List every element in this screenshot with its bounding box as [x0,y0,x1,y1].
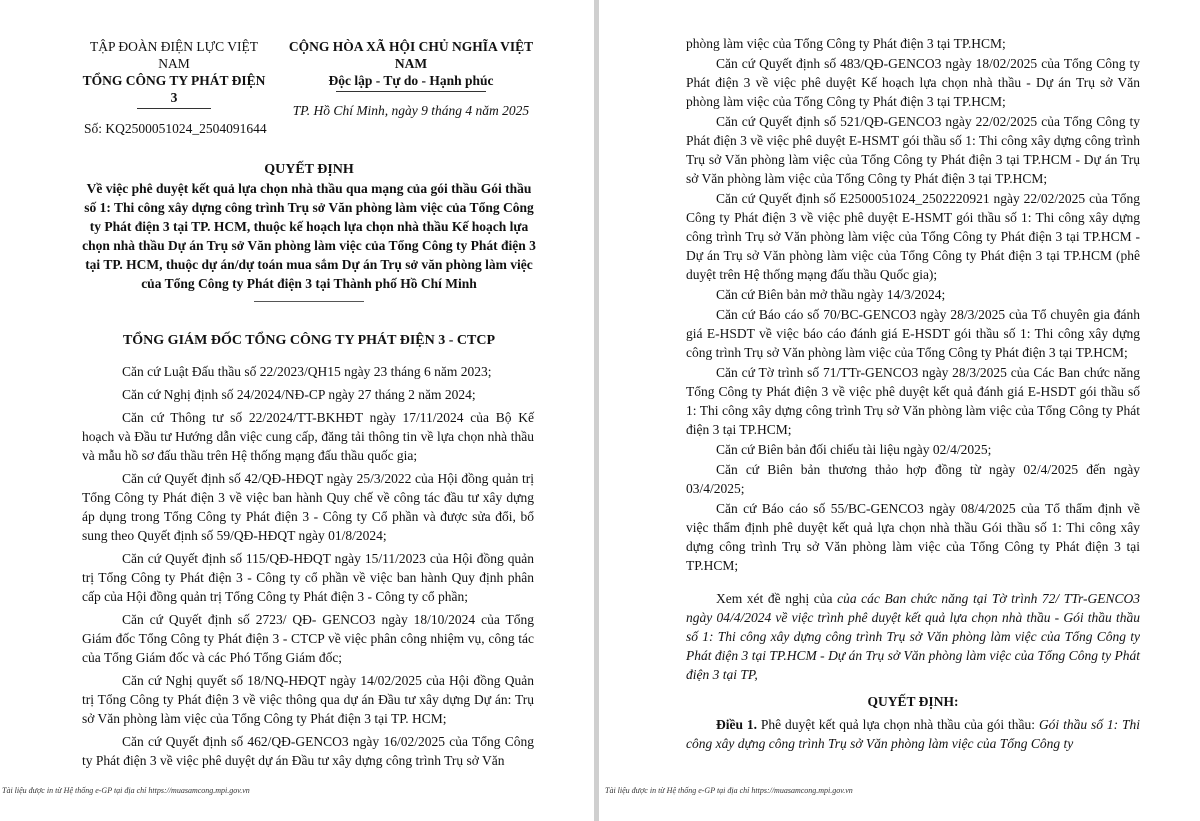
consideration-paragraph [686,589,1140,684]
decides-heading: QUYẾT ĐỊNH: [867,694,959,709]
document-page-right [599,0,1200,821]
page-footer: Tài liệu được in từ Hệ thống e-GP tại địa chỉ https://muasamcong.mpi.gov.vn [605,786,853,795]
legal-basis-paragraph: Căn cứ Thông tư số 22/2024/TT-BKHĐT ngày 17/11/2024 của Bộ Kế hoạch và Đầu tư Hướng dẫn việc cung cấp, đăng tải thông tin về lựa chọn nhà thầu và mẫu hồ sơ đấu thầu trên Hệ thống mạng đấu thầu quốc gia; [82,410,534,463]
legal-basis-paragraph: Căn cứ Biên bản đối chiếu tài liệu ngày 02/4/2025; [716,442,992,457]
legal-basis-paragraph: Căn cứ Quyết định số 521/QĐ-GENCO3 ngày 22/02/2025 của Tổng Công ty Phát điện 3 về việc phê duyệt E-HSMT gói thầu số 1: Thi công xây dựng công trình Trụ sở Văn phòng làm việc của Tổng Công ty Phát điện 3 tại TP.HCM - Dự án Trụ sở Văn phòng làm việc của Tổng Công ty Phát điện 3 tại TP.HCM; [686,114,1140,186]
legal-basis-paragraph: Căn cứ Tờ trình số 71/TTr-GENCO3 ngày 28/3/2025 của Các Ban chức năng Tổng Công ty Phát điện 3 về việc phê duyệt kết quả đánh giá E-HSDT gói thầu số 1: Thi công xây dựng công trình Trụ sở Văn phòng làm việc của Tổng Công ty Phát điện 3 tại TP.HCM; [686,365,1140,437]
legal-basis-left [82,362,534,774]
legal-basis-paragraph: Căn cứ Quyết định số E2500051024_2502220921 ngày 22/02/2025 của Tổng Công ty Phát điện 3 về việc phê duyệt E-HSMT gói thầu số 1: Thi công xây dựng công trình Trụ sở Văn phòng làm việc của Tổng Công ty Phát điện 3 tại TP.HCM - Dự án Trụ sở Văn phòng làm việc của Tổng Công ty Phát điện 3 tại TP.HCM (phê duyệt trên Hệ thống mạng đấu thầu Quốc gia); [686,191,1140,282]
parent-organization: TẬP ĐOÀN ĐIỆN LỰC VIỆT NAM [90,39,258,71]
consideration-detail: của các Ban chức năng tại Tờ trình 72/ TTr-GENCO3 ngày 04/4/2024 về việc trình phê duyệt kết quả lựa chọn nhà thầu - Gói thầu thầu số 1: Thi công xây dựng công trình Trụ sở Văn phòng làm việc của Tổng Công ty Phát điện 3 tại TP.HCM - Dự án Trụ sở Văn phòng làm việc của Tổng Công ty Phát điện 3 tại TP, [686,591,1141,682]
place-date: TP. Hồ Chí Minh, ngày 9 tháng 4 năm 2025 [292,103,530,118]
authority-heading: TỔNG GIÁM ĐỐC TỔNG CÔNG TY PHÁT ĐIỆN 3 - CTCP [122,333,496,348]
decision-heading: QUYẾT ĐỊNH [264,162,354,177]
legal-basis-paragraph: Căn cứ Báo cáo số 55/BC-GENCO3 ngày 08/4/2025 của Tổ thẩm định về việc thẩm định phê duyệt kết quả lựa chọn nhà thầu Gói thầu số 1: Thi công xây dựng công trình Trụ sở Văn phòng làm việc của Tổng Công ty Phát điện 3 tại TP.HCM; [686,501,1140,573]
national-motto: Độc lập - Tự do - Hạnh phúc [328,73,494,88]
legal-basis-paragraph: Căn cứ Quyết định số 2723/ QĐ- GENCO3 ngày 18/10/2024 của Tổng Giám đốc Tổng Công ty Phát điện 3 - CTCP về việc phân công nhiệm vụ, công tác của Tổng Giám đốc và các Phó Tổng Giám đốc; [82,612,534,665]
legal-basis-paragraph: Căn cứ Biên bản mở thầu ngày 14/3/2024; [716,287,946,302]
article-1-package: Gói thầu số 1: Thi công xây dựng công trình Trụ sở Văn phòng làm việc của Tổng Công ty [686,717,1141,751]
legal-basis-paragraph: Căn cứ Nghị định số 24/2024/NĐ-CP ngày 27 tháng 2 năm 2024; [122,387,476,402]
reference-number: Số: KQ2500051024_2504091644 [84,121,267,136]
legal-basis-paragraph: Căn cứ Luật Đấu thầu số 22/2023/QH15 ngày 23 tháng 6 năm 2023; [122,364,492,379]
legal-basis-paragraph: Căn cứ Biên bản thương thảo hợp đồng từ ngày 02/4/2025 đến ngày 03/4/2025; [686,462,1140,496]
legal-basis-paragraph: Căn cứ Quyết định số 42/QĐ-HĐQT ngày 25/3/2022 của Hội đồng quản trị Tổng Công ty Phát điện 3 về việc ban hành Quy chế về công tác đầu tư xây dựng áp dụng trong Tổng Công ty Phát điện 3 - Công ty Cổ phần và được sửa đổi, bổ sung theo Quyết định số 59/QĐ-HĐQT ngày 01/8/2024; [82,471,534,543]
article-1-label: Điều 1. [716,717,758,732]
header-divider [137,108,211,109]
decision-subject: Về việc phê duyệt kết quả lựa chọn nhà thầu qua mạng của gói thầu Gói thầu số 1: Thi công xây dựng công trình Trụ sở Văn phòng làm việc của Tổng Công ty Phát điện 3 tại TP. HCM, thuộc kế hoạch lựa chọn nhà thầu Kế hoạch lựa chọn nhà thầu Dự án Trụ sở Văn phòng làm việc của Tổng Công ty Phát điện 3 tại TP. HCM, thuộc dự án/dự toán mua sắm Dự án Trụ sở văn phòng làm việc của Tổng Công ty Phát điện 3 tại Thành phố Hồ Chí Minh [82,181,536,291]
decision-title-block [80,160,538,302]
legal-basis-paragraph: Căn cứ Quyết định số 462/QĐ-GENCO3 ngày 16/02/2025 của Tổng Công ty Phát điện 3 về việc phê duyệt dự án Đầu tư xây dựng công trình Trụ sở Văn [82,734,534,768]
legal-basis-paragraph: phòng làm việc của Tổng Công ty Phát điện 3 tại TP.HCM; [686,36,1006,51]
legal-basis-right [686,34,1140,754]
consideration-lead: Xem xét đề nghị của [716,591,838,606]
legal-basis-paragraph: Căn cứ Quyết định số 115/QĐ-HĐQT ngày 15/11/2023 của Hội đồng quản trị Tổng Công ty Phát điện 3 - Công ty cổ phần về việc ban hành Quy định phân cấp của Hội đồng quản trị Tổng Công ty Phát điện 3 - Công ty cổ phần; [82,551,534,604]
legal-basis-paragraph: Căn cứ Báo cáo số 70/BC-GENCO3 ngày 28/3/2025 của Tổ chuyên gia đánh giá E-HSDT về việc báo cáo đánh giá E-HSDT gói thầu số 1: Thi công xây dựng công trình Trụ sở Văn phòng làm việc của Tổng Công ty Phát điện 3 tại TP.HCM; [686,307,1140,360]
issuer-header [80,38,268,109]
national-header [285,38,537,119]
legal-basis-paragraph: Căn cứ Nghị quyết số 18/NQ-HĐQT ngày 14/02/2025 của Hội đồng Quản trị Tổng Công ty Phát điện 3 về việc thông qua dự án Đầu tư xây dựng Dự án: Trụ sở Văn phòng làm việc của Tổng Công ty Phát điện 3 tại TP. HCM; [82,673,534,726]
page-footer: Tài liệu được in từ Hệ thống e-GP tại địa chỉ https://muasamcong.mpi.gov.vn [2,786,250,795]
legal-basis-paragraph: Căn cứ Quyết định số 483/QĐ-GENCO3 ngày 18/02/2025 của Tổng Công ty Phát điện 3 về việc phê duyệt Kế hoạch lựa chọn nhà thầu - Dự án Trụ sở Văn phòng làm việc của Tổng Công ty Phát điện 3 tại TP.HCM; [686,56,1140,109]
country-name: CỘNG HÒA XÃ HỘI CHỦ NGHĨA VIỆT NAM [288,39,534,71]
issuing-organization: TỔNG CÔNG TY PHÁT ĐIỆN 3 [82,73,266,105]
motto-divider [336,91,486,92]
article-1 [686,715,1140,753]
article-1-text: Phê duyệt kết quả lựa chọn nhà thầu của gói thầu: [757,717,1039,732]
title-divider [254,301,364,302]
document-page-left [0,0,594,821]
